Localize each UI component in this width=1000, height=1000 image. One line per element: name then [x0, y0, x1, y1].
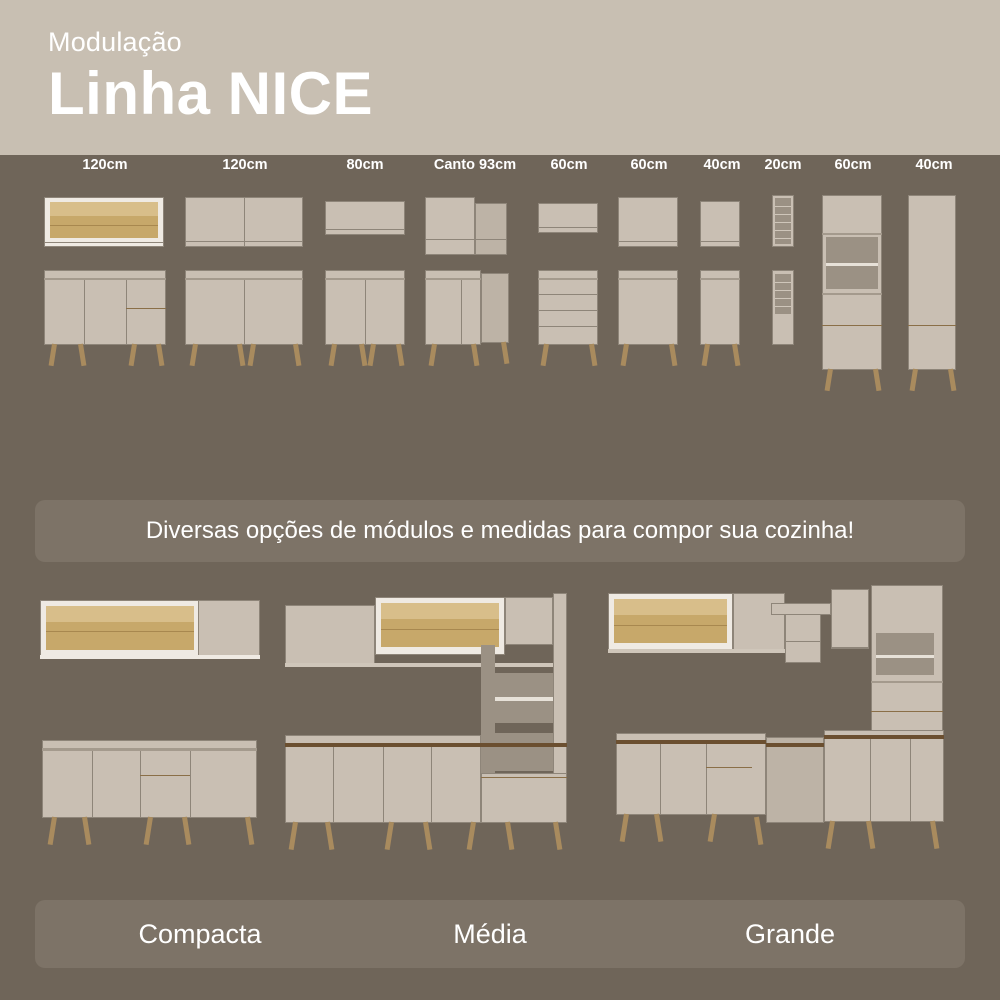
module-label-4: Canto 93cm: [433, 157, 517, 173]
modules-grid: [0, 155, 1000, 485]
module-label-1: 120cm: [82, 157, 128, 173]
module-lower-4: [425, 270, 525, 390]
header: [0, 0, 1000, 155]
module-lower-3: [325, 270, 405, 390]
module-lower-6: [618, 270, 680, 390]
footer-label-compacta: Compacta: [138, 918, 262, 949]
module-label-3: 80cm: [346, 157, 384, 173]
module-label-5: 60cm: [550, 157, 588, 173]
kitchen-grande: [608, 585, 968, 885]
header-subtitle: Modulação: [48, 27, 182, 57]
module-label-7: 40cm: [703, 157, 741, 173]
module-upper-7: [700, 175, 744, 270]
module-upper-6: [618, 175, 680, 270]
module-lower-5: [538, 270, 600, 390]
module-label-8: 20cm: [764, 157, 802, 173]
module-upper-2: [185, 175, 305, 270]
module-tall-10: [908, 175, 960, 390]
module-col-9: [822, 155, 884, 390]
module-upper-5: [538, 175, 600, 270]
module-upper-1: [44, 175, 166, 270]
module-col-7: [700, 155, 744, 390]
tagline-banner: [35, 500, 965, 562]
module-col-3: [325, 155, 405, 390]
module-lower-1: [44, 270, 166, 390]
module-col-8: [762, 155, 804, 390]
module-col-4: [425, 155, 525, 390]
kitchen-showcase: [0, 585, 1000, 905]
body: [0, 155, 1000, 1000]
module-col-10: [908, 155, 960, 390]
module-col-1: [44, 155, 166, 390]
module-lower-8: [762, 270, 804, 390]
module-upper-3: [325, 175, 405, 270]
module-lower-7: [700, 270, 744, 390]
module-upper-4: [425, 175, 525, 270]
kitchen-media: [285, 585, 585, 885]
module-lower-2: [185, 270, 305, 390]
page-title: Linha NICE: [48, 59, 374, 127]
footer-label-grande: Grande: [744, 918, 836, 949]
module-label-6: 60cm: [630, 157, 668, 173]
tagline-text: Diversas opções de módulos e medidas para compor sua cozinha!: [145, 517, 855, 544]
module-tall-9: [822, 175, 884, 390]
module-col-5: [538, 155, 600, 390]
module-col-6: [618, 155, 680, 390]
footer-strip: [35, 900, 965, 968]
module-label-10: 40cm: [915, 157, 953, 173]
kitchen-compacta: [30, 585, 280, 885]
module-label-9: 60cm: [834, 157, 872, 173]
module-label-2: 120cm: [222, 157, 268, 173]
module-col-2: [185, 155, 305, 390]
module-upper-8: [762, 175, 804, 270]
footer-label-media: Média: [453, 918, 527, 949]
